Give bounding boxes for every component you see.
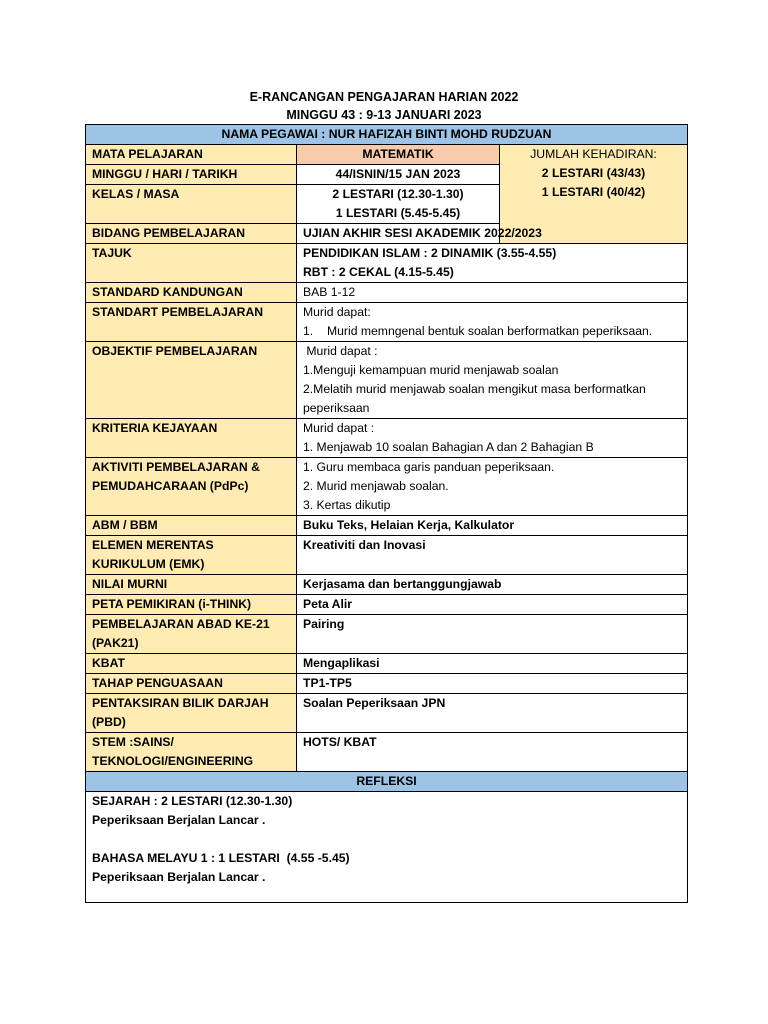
- teacher-row: [86, 125, 688, 145]
- topic-label: TAJUK: [86, 244, 297, 283]
- pak21-value: Pairing: [297, 615, 688, 654]
- reflection-spacer: [92, 830, 681, 849]
- class-time-label: KELAS / MASA: [86, 185, 297, 224]
- lesson-plan-table: [85, 124, 688, 903]
- emk-value: Kreativiti dan Inovasi: [297, 536, 688, 575]
- pbd-label: PENTAKSIRAN BILIK DARJAH (PBD): [86, 694, 297, 733]
- ithink-row: [86, 595, 688, 615]
- stem-row: [86, 733, 688, 772]
- criteria-value: [297, 419, 688, 458]
- document-week: MINGGU 43 : 9-13 JANUARI 2023: [286, 108, 482, 122]
- class-time-line-1: 2 LESTARI (12.30-1.30): [332, 187, 464, 201]
- ithink-label: PETA PEMIKIRAN (i-THINK): [86, 595, 297, 615]
- class-time-value: [297, 185, 500, 224]
- mastery-row: [86, 674, 688, 694]
- attendance-class-2: 1 LESTARI (40/42): [541, 185, 646, 199]
- emk-row: [86, 536, 688, 575]
- reflection-header-row: [86, 772, 688, 792]
- learning-standard-value: [297, 303, 688, 342]
- pbd-row: [86, 694, 688, 733]
- abm-label: ABM / BBM: [86, 516, 297, 536]
- reflection-body: [86, 792, 688, 903]
- learning-standard-intro: Murid dapat:: [303, 305, 371, 319]
- stem-value: HOTS/ KBAT: [297, 733, 688, 772]
- kbat-value: Mengaplikasi: [297, 654, 688, 674]
- pak21-label: PEMBELAJARAN ABAD KE-21 (PAK21): [86, 615, 297, 654]
- activity-row: [86, 458, 688, 516]
- criteria-item-1: 1. Menjawab 10 soalan Bahagian A dan 2 Bahagian B: [303, 440, 594, 454]
- pbd-value: Soalan Peperiksaan JPN: [297, 694, 688, 733]
- content-standard-row: [86, 283, 688, 303]
- topic-line-2: RBT : 2 CEKAL (4.15-5.45): [303, 265, 454, 279]
- attendance-label: JUMLAH KEHADIRAN:: [530, 147, 657, 161]
- learning-standard-number: 1.: [303, 324, 314, 338]
- stem-label: STEM :SAINS/ TEKNOLOGI/ENGINEERING: [86, 733, 297, 772]
- objective-item-2: 2.Melatih murid menjawab soalan mengikut masa berformatkan peperiksaan: [303, 382, 646, 415]
- objective-row: [86, 342, 688, 419]
- attendance-class-1: 2 LESTARI (43/43): [541, 166, 646, 180]
- pak21-row: [86, 615, 688, 654]
- objective-intro: Murid dapat :: [303, 344, 378, 358]
- area-value: UJIAN AKHIR SESI AKADEMIK 2022/2023: [297, 224, 688, 244]
- activity-label: AKTIVITI PEMBELAJARAN & PEMUDAHCARAAN (PdPc): [86, 458, 297, 516]
- area-row: [86, 224, 688, 244]
- kbat-row: [86, 654, 688, 674]
- topic-value: [297, 244, 688, 283]
- topic-row: [86, 244, 688, 283]
- ithink-value: Peta Alir: [297, 595, 688, 615]
- date-label: MINGGU / HARI / TARIKH: [86, 165, 297, 185]
- document-title: E-RANCANGAN PENGAJARAN HARIAN 2022: [249, 90, 519, 104]
- activity-value: [297, 458, 688, 516]
- content-standard-value: BAB 1-12: [297, 283, 688, 303]
- values-label: NILAI MURNI: [86, 575, 297, 595]
- values-row: [86, 575, 688, 595]
- date-value: 44/ISNIN/15 JAN 2023: [297, 165, 500, 185]
- activity-item-1: 1. Guru membaca garis panduan peperiksaan.: [303, 460, 555, 474]
- emk-label: ELEMEN MERENTAS KURIKULUM (EMK): [86, 536, 297, 575]
- subject-row: [86, 145, 688, 165]
- reflection-heading: REFLEKSI: [86, 772, 688, 792]
- reflection-line-4: Peperiksaan Berjalan Lancar .: [92, 870, 266, 884]
- criteria-intro: Murid dapat :: [303, 421, 375, 435]
- teacher-name: NAMA PEGAWAI : NUR HAFIZAH BINTI MOHD RUDZUAN: [86, 125, 688, 145]
- mastery-value: TP1-TP5: [297, 674, 688, 694]
- subject-value: MATEMATIK: [297, 145, 500, 165]
- activity-item-2: 2. Murid menjawab soalan.: [303, 479, 449, 493]
- abm-value: Buku Teks, Helaian Kerja, Kalkulator: [297, 516, 688, 536]
- criteria-row: [86, 419, 688, 458]
- objective-value: [297, 342, 688, 419]
- reflection-line-1: SEJARAH : 2 LESTARI (12.30-1.30): [92, 794, 293, 808]
- learning-standard-label: STANDART PEMBELAJARAN: [86, 303, 297, 342]
- area-label: BIDANG PEMBELAJARAN: [86, 224, 297, 244]
- reflection-line-3: BAHASA MELAYU 1 : 1 LESTARI (4.55 -5.45): [92, 851, 350, 865]
- activity-item-3: 3. Kertas dikutip: [303, 498, 391, 512]
- objective-label: OBJEKTIF PEMBELAJARAN: [86, 342, 297, 419]
- abm-row: [86, 516, 688, 536]
- kbat-label: KBAT: [86, 654, 297, 674]
- learning-standard-row: [86, 303, 688, 342]
- reflection-body-row: [86, 792, 688, 903]
- content-standard-label: STANDARD KANDUNGAN: [86, 283, 297, 303]
- values-value: Kerjasama dan bertanggungjawab: [297, 575, 688, 595]
- objective-item-1: 1.Menguji kemampuan murid menjawab soalan: [303, 363, 559, 377]
- mastery-label: TAHAP PENGUASAAN: [86, 674, 297, 694]
- topic-line-1: PENDIDIKAN ISLAM : 2 DINAMIK (3.55-4.55): [303, 246, 557, 260]
- subject-label: MATA PELAJARAN: [86, 145, 297, 165]
- reflection-line-2: Peperiksaan Berjalan Lancar .: [92, 813, 266, 827]
- learning-standard-item: Murid memngenal bentuk soalan berformatkan peperiksaan.: [327, 324, 653, 338]
- class-time-line-2: 1 LESTARI (5.45-5.45): [335, 206, 461, 220]
- criteria-label: KRITERIA KEJAYAAN: [86, 419, 297, 458]
